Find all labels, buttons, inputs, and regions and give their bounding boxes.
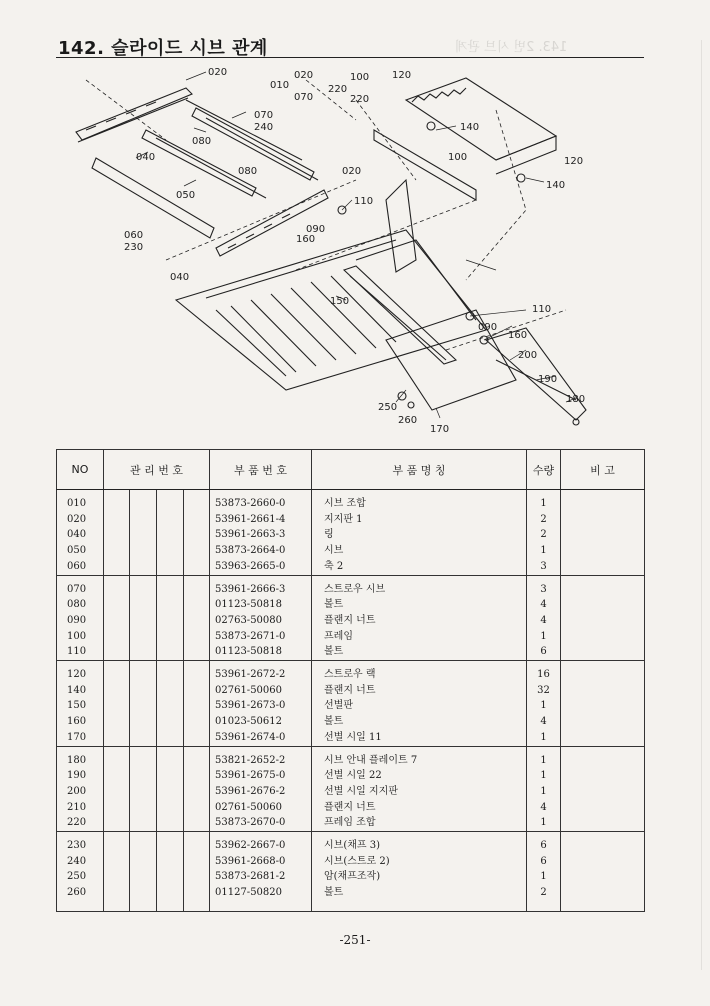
cell-mgmt-4	[184, 815, 210, 831]
cell-remarks	[561, 800, 645, 816]
cell-qty: 6	[527, 854, 561, 870]
table-row	[57, 629, 645, 645]
cell-mgmt-1	[104, 613, 130, 629]
cell-mgmt-3	[157, 885, 184, 912]
cell-no: 100	[57, 629, 104, 645]
cell-mgmt-4	[184, 698, 210, 714]
callout: 080	[238, 166, 258, 177]
cell-mgmt-1	[104, 575, 130, 597]
cell-mgmt-3	[157, 683, 184, 699]
cell-remarks	[561, 698, 645, 714]
cell-mgmt-3	[157, 661, 184, 683]
cell-qty: 1	[527, 698, 561, 714]
cell-qty: 4	[527, 800, 561, 816]
cell-no: 190	[57, 768, 104, 784]
cell-mgmt-3	[157, 698, 184, 714]
cell-part-no: 53961-2661-4	[210, 512, 312, 528]
cell-mgmt-2	[130, 768, 157, 784]
col-header-qty: 수량	[527, 450, 561, 490]
cell-mgmt-1	[104, 629, 130, 645]
cell-qty: 2	[527, 527, 561, 543]
cell-part-name: 플랜지 너트	[312, 683, 527, 699]
callout: 100	[448, 152, 468, 163]
cell-part-no: 53962-2667-0	[210, 832, 312, 854]
cell-remarks	[561, 559, 645, 575]
cell-remarks	[561, 683, 645, 699]
cell-part-name: 스트로우 랙	[312, 661, 527, 683]
cell-qty: 1	[527, 490, 561, 512]
cell-qty: 32	[527, 683, 561, 699]
callout: 120	[564, 156, 584, 167]
cell-mgmt-2	[130, 683, 157, 699]
cell-qty: 1	[527, 543, 561, 559]
callout: 040	[136, 152, 156, 163]
col-header-no: NO	[57, 450, 104, 490]
cell-part-no: 53961-2668-0	[210, 854, 312, 870]
col-header-mgmt-no: 관 리 번 호	[104, 450, 210, 490]
cell-part-name: 시브	[312, 543, 527, 559]
callout: 160	[296, 234, 316, 245]
parts-table	[56, 449, 645, 912]
cell-qty: 6	[527, 832, 561, 854]
cell-mgmt-2	[130, 661, 157, 683]
cell-mgmt-1	[104, 730, 130, 746]
cell-mgmt-2	[130, 784, 157, 800]
callout: 040	[170, 272, 190, 283]
table-row	[57, 815, 645, 831]
col-header-part-no: 부 품 번 호	[210, 450, 312, 490]
cell-part-no: 53873-2681-2	[210, 869, 312, 885]
cell-mgmt-4	[184, 512, 210, 528]
cell-remarks	[561, 543, 645, 559]
cell-mgmt-4	[184, 527, 210, 543]
page-title: 142. 슬라이드 시브 관계	[58, 38, 268, 59]
cell-mgmt-1	[104, 800, 130, 816]
cell-part-no: 53961-2663-3	[210, 527, 312, 543]
cell-qty: 16	[527, 661, 561, 683]
cell-qty: 3	[527, 575, 561, 597]
cell-mgmt-3	[157, 832, 184, 854]
cell-mgmt-1	[104, 527, 130, 543]
table-row	[57, 854, 645, 870]
cell-mgmt-4	[184, 800, 210, 816]
side-rail-lower	[216, 190, 328, 256]
table-row	[57, 832, 645, 854]
cell-no: 040	[57, 527, 104, 543]
callout: 010	[270, 80, 290, 91]
callout: 260	[398, 415, 418, 426]
cell-mgmt-1	[104, 597, 130, 613]
cell-mgmt-1	[104, 543, 130, 559]
callout: 150	[330, 296, 350, 307]
cell-no: 140	[57, 683, 104, 699]
cell-no: 010	[57, 490, 104, 512]
cell-mgmt-4	[184, 746, 210, 768]
cell-mgmt-4	[184, 629, 210, 645]
cell-mgmt-2	[130, 527, 157, 543]
cell-no: 180	[57, 746, 104, 768]
cell-mgmt-1	[104, 832, 130, 854]
table-row	[57, 559, 645, 575]
cell-remarks	[561, 597, 645, 613]
cell-part-name: 프레임 조합	[312, 815, 527, 831]
callout: 120	[392, 70, 412, 81]
callout: 050	[176, 190, 196, 201]
cell-mgmt-4	[184, 559, 210, 575]
cell-no: 260	[57, 885, 104, 912]
callout: 020	[294, 70, 314, 81]
table-row	[57, 575, 645, 597]
cell-part-no: 53961-2675-0	[210, 768, 312, 784]
cell-no: 110	[57, 644, 104, 660]
cell-mgmt-3	[157, 800, 184, 816]
cell-mgmt-4	[184, 854, 210, 870]
table-row	[57, 768, 645, 784]
cell-remarks	[561, 644, 645, 660]
cell-mgmt-2	[130, 854, 157, 870]
cell-qty: 1	[527, 768, 561, 784]
callout: 230	[124, 242, 144, 253]
callout: 140	[546, 180, 566, 191]
cell-mgmt-2	[130, 714, 157, 730]
cell-qty: 1	[527, 730, 561, 746]
cell-no: 240	[57, 854, 104, 870]
cell-remarks	[561, 613, 645, 629]
callout: 220	[350, 94, 370, 105]
cell-mgmt-1	[104, 885, 130, 912]
cell-mgmt-4	[184, 683, 210, 699]
table-row	[57, 800, 645, 816]
cell-remarks	[561, 784, 645, 800]
cell-part-no: 01123-50818	[210, 644, 312, 660]
cell-part-no: 53961-2676-2	[210, 784, 312, 800]
cell-part-no: 53821-2652-2	[210, 746, 312, 768]
cell-mgmt-3	[157, 597, 184, 613]
cell-mgmt-2	[130, 575, 157, 597]
cell-part-no: 53961-2673-0	[210, 698, 312, 714]
table-row	[57, 644, 645, 660]
cell-part-name: 선별 시일 22	[312, 768, 527, 784]
cell-mgmt-3	[157, 559, 184, 575]
cell-remarks	[561, 854, 645, 870]
cell-mgmt-2	[130, 512, 157, 528]
cell-mgmt-1	[104, 869, 130, 885]
cell-no: 050	[57, 543, 104, 559]
callout: 060	[124, 230, 144, 241]
cell-mgmt-4	[184, 490, 210, 512]
cell-mgmt-4	[184, 575, 210, 597]
cell-mgmt-3	[157, 629, 184, 645]
col-header-part-name: 부 품 명 칭	[312, 450, 527, 490]
cell-part-name: 스트로우 시브	[312, 575, 527, 597]
cell-mgmt-3	[157, 784, 184, 800]
table-row	[57, 784, 645, 800]
cell-mgmt-1	[104, 714, 130, 730]
callout: 090	[306, 224, 326, 235]
table-row	[57, 698, 645, 714]
cell-mgmt-3	[157, 746, 184, 768]
cell-qty: 1	[527, 784, 561, 800]
table-row	[57, 869, 645, 885]
cell-part-no: 02763-50080	[210, 613, 312, 629]
cell-part-no: 53873-2664-0	[210, 543, 312, 559]
callout: 080	[192, 136, 212, 147]
cell-mgmt-2	[130, 698, 157, 714]
table-row	[57, 543, 645, 559]
cell-remarks	[561, 746, 645, 768]
table-row	[57, 746, 645, 768]
cell-qty: 6	[527, 644, 561, 660]
straw-rack	[406, 78, 556, 174]
callout: 070	[254, 110, 274, 121]
bleed-through-text: 143. 2번 시브 관계	[455, 40, 568, 55]
cell-mgmt-3	[157, 527, 184, 543]
cell-part-name: 선별 시일 11	[312, 730, 527, 746]
cell-qty: 1	[527, 815, 561, 831]
table-row	[57, 597, 645, 613]
cell-remarks	[561, 575, 645, 597]
callout: 090	[478, 322, 498, 333]
cell-no: 070	[57, 575, 104, 597]
table-row	[57, 512, 645, 528]
cell-part-name: 시브(채프 3)	[312, 832, 527, 854]
cell-mgmt-3	[157, 768, 184, 784]
cell-part-no: 01123-50818	[210, 597, 312, 613]
cell-qty: 1	[527, 746, 561, 768]
cell-mgmt-4	[184, 869, 210, 885]
cell-mgmt-4	[184, 597, 210, 613]
callout: 180	[566, 394, 586, 405]
cell-mgmt-4	[184, 784, 210, 800]
cell-part-no: 53961-2666-3	[210, 575, 312, 597]
cell-remarks	[561, 512, 645, 528]
callout: 160	[508, 330, 528, 341]
cell-remarks	[561, 815, 645, 831]
cell-part-no: 53873-2660-0	[210, 490, 312, 512]
callout: 110	[532, 304, 552, 315]
cell-part-name: 플랜지 너트	[312, 613, 527, 629]
cell-mgmt-2	[130, 559, 157, 575]
cell-part-no: 01127-50820	[210, 885, 312, 912]
cell-part-name: 지지판 1	[312, 512, 527, 528]
cell-mgmt-2	[130, 746, 157, 768]
cell-mgmt-1	[104, 746, 130, 768]
cell-part-name: 선별 시일 지지판	[312, 784, 527, 800]
cell-part-no: 53873-2671-0	[210, 629, 312, 645]
table-row	[57, 527, 645, 543]
cell-mgmt-1	[104, 490, 130, 512]
cell-no: 160	[57, 714, 104, 730]
cell-no: 020	[57, 512, 104, 528]
callout: 100	[350, 72, 370, 83]
cell-no: 250	[57, 869, 104, 885]
cell-mgmt-3	[157, 869, 184, 885]
sieve-frame	[176, 230, 486, 390]
cell-part-name: 플랜지 너트	[312, 800, 527, 816]
cell-qty: 2	[527, 512, 561, 528]
cell-remarks	[561, 490, 645, 512]
cell-qty: 1	[527, 869, 561, 885]
cell-mgmt-4	[184, 661, 210, 683]
cell-mgmt-4	[184, 543, 210, 559]
title-rule	[56, 57, 644, 58]
cell-mgmt-3	[157, 815, 184, 831]
cell-part-name: 시브 안내 플레이트 7	[312, 746, 527, 768]
cell-mgmt-4	[184, 613, 210, 629]
cell-mgmt-1	[104, 512, 130, 528]
cell-no: 220	[57, 815, 104, 831]
cell-qty: 1	[527, 629, 561, 645]
cell-remarks	[561, 629, 645, 645]
cell-part-name: 프레임	[312, 629, 527, 645]
cell-mgmt-1	[104, 854, 130, 870]
cell-mgmt-3	[157, 644, 184, 660]
cell-part-name: 볼트	[312, 714, 527, 730]
cell-remarks	[561, 832, 645, 854]
callout: 020	[208, 67, 228, 78]
cell-mgmt-4	[184, 885, 210, 912]
table-row	[57, 714, 645, 730]
cell-qty: 4	[527, 613, 561, 629]
cell-mgmt-3	[157, 714, 184, 730]
callout: 200	[518, 350, 538, 361]
cell-no: 210	[57, 800, 104, 816]
table-row	[57, 683, 645, 699]
cell-part-no: 02761-50060	[210, 800, 312, 816]
cell-mgmt-2	[130, 644, 157, 660]
callout: 110	[354, 196, 374, 207]
cell-no: 200	[57, 784, 104, 800]
table-row	[57, 730, 645, 746]
cell-part-name: 축 2	[312, 559, 527, 575]
cell-mgmt-2	[130, 800, 157, 816]
cell-part-no: 01023-50612	[210, 714, 312, 730]
cell-mgmt-2	[130, 613, 157, 629]
cell-mgmt-2	[130, 869, 157, 885]
cell-mgmt-1	[104, 661, 130, 683]
cell-qty: 4	[527, 714, 561, 730]
cell-mgmt-3	[157, 854, 184, 870]
cell-no: 060	[57, 559, 104, 575]
table-row	[57, 613, 645, 629]
cell-no: 150	[57, 698, 104, 714]
cell-remarks	[561, 714, 645, 730]
cell-mgmt-4	[184, 768, 210, 784]
cell-mgmt-2	[130, 490, 157, 512]
cell-qty: 3	[527, 559, 561, 575]
cell-part-name: 선별판	[312, 698, 527, 714]
cell-mgmt-1	[104, 644, 130, 660]
cell-remarks	[561, 661, 645, 683]
cell-no: 120	[57, 661, 104, 683]
cell-mgmt-2	[130, 597, 157, 613]
col-header-remarks: 비 고	[561, 450, 645, 490]
cell-part-name: 볼트	[312, 885, 527, 912]
cell-mgmt-4	[184, 714, 210, 730]
scan-edge	[701, 40, 702, 970]
cell-mgmt-1	[104, 698, 130, 714]
cell-part-no: 53873-2670-0	[210, 815, 312, 831]
callout: 220	[328, 84, 348, 95]
cell-remarks	[561, 730, 645, 746]
cell-mgmt-3	[157, 730, 184, 746]
cell-mgmt-2	[130, 730, 157, 746]
cell-part-no: 53963-2665-0	[210, 559, 312, 575]
cell-mgmt-1	[104, 815, 130, 831]
cell-mgmt-2	[130, 815, 157, 831]
cell-remarks	[561, 885, 645, 912]
cell-remarks	[561, 869, 645, 885]
cell-mgmt-4	[184, 644, 210, 660]
cell-mgmt-1	[104, 559, 130, 575]
cell-part-name: 볼트	[312, 597, 527, 613]
callout: 020	[342, 166, 362, 177]
side-plate	[344, 266, 456, 364]
cell-mgmt-1	[104, 768, 130, 784]
callout: 070	[294, 92, 314, 103]
cell-part-no: 02761-50060	[210, 683, 312, 699]
cell-mgmt-3	[157, 543, 184, 559]
table-row	[57, 490, 645, 512]
cell-part-no: 53961-2672-2	[210, 661, 312, 683]
cell-mgmt-1	[104, 683, 130, 699]
callout: 140	[460, 122, 480, 133]
cell-remarks	[561, 768, 645, 784]
cell-mgmt-3	[157, 512, 184, 528]
cell-part-name: 링	[312, 527, 527, 543]
cell-qty: 2	[527, 885, 561, 912]
cell-remarks	[561, 527, 645, 543]
cell-part-name: 볼트	[312, 644, 527, 660]
callout: 250	[378, 402, 398, 413]
cell-mgmt-4	[184, 832, 210, 854]
callout: 170	[430, 424, 450, 435]
cell-qty: 4	[527, 597, 561, 613]
cell-mgmt-3	[157, 490, 184, 512]
callout: 240	[254, 122, 274, 133]
callout: 190	[538, 374, 558, 385]
side-rail-upper-left	[76, 88, 192, 142]
cell-mgmt-3	[157, 575, 184, 597]
cell-part-name: 암(채프조작)	[312, 869, 527, 885]
cell-mgmt-3	[157, 613, 184, 629]
cell-no: 170	[57, 730, 104, 746]
cell-no: 230	[57, 832, 104, 854]
cell-no: 090	[57, 613, 104, 629]
cell-mgmt-2	[130, 543, 157, 559]
cell-mgmt-2	[130, 885, 157, 912]
table-row	[57, 885, 645, 912]
cell-part-name: 시브 조합	[312, 490, 527, 512]
table-row	[57, 661, 645, 683]
cell-mgmt-2	[130, 629, 157, 645]
cell-mgmt-2	[130, 832, 157, 854]
cell-mgmt-4	[184, 730, 210, 746]
exploded-parts-diagram	[56, 60, 596, 438]
cell-part-name: 시브(스트로 2)	[312, 854, 527, 870]
table-header-row	[57, 450, 645, 490]
cell-mgmt-1	[104, 784, 130, 800]
cell-part-no: 53961-2674-0	[210, 730, 312, 746]
page-number: -251-	[339, 933, 371, 947]
cell-no: 080	[57, 597, 104, 613]
